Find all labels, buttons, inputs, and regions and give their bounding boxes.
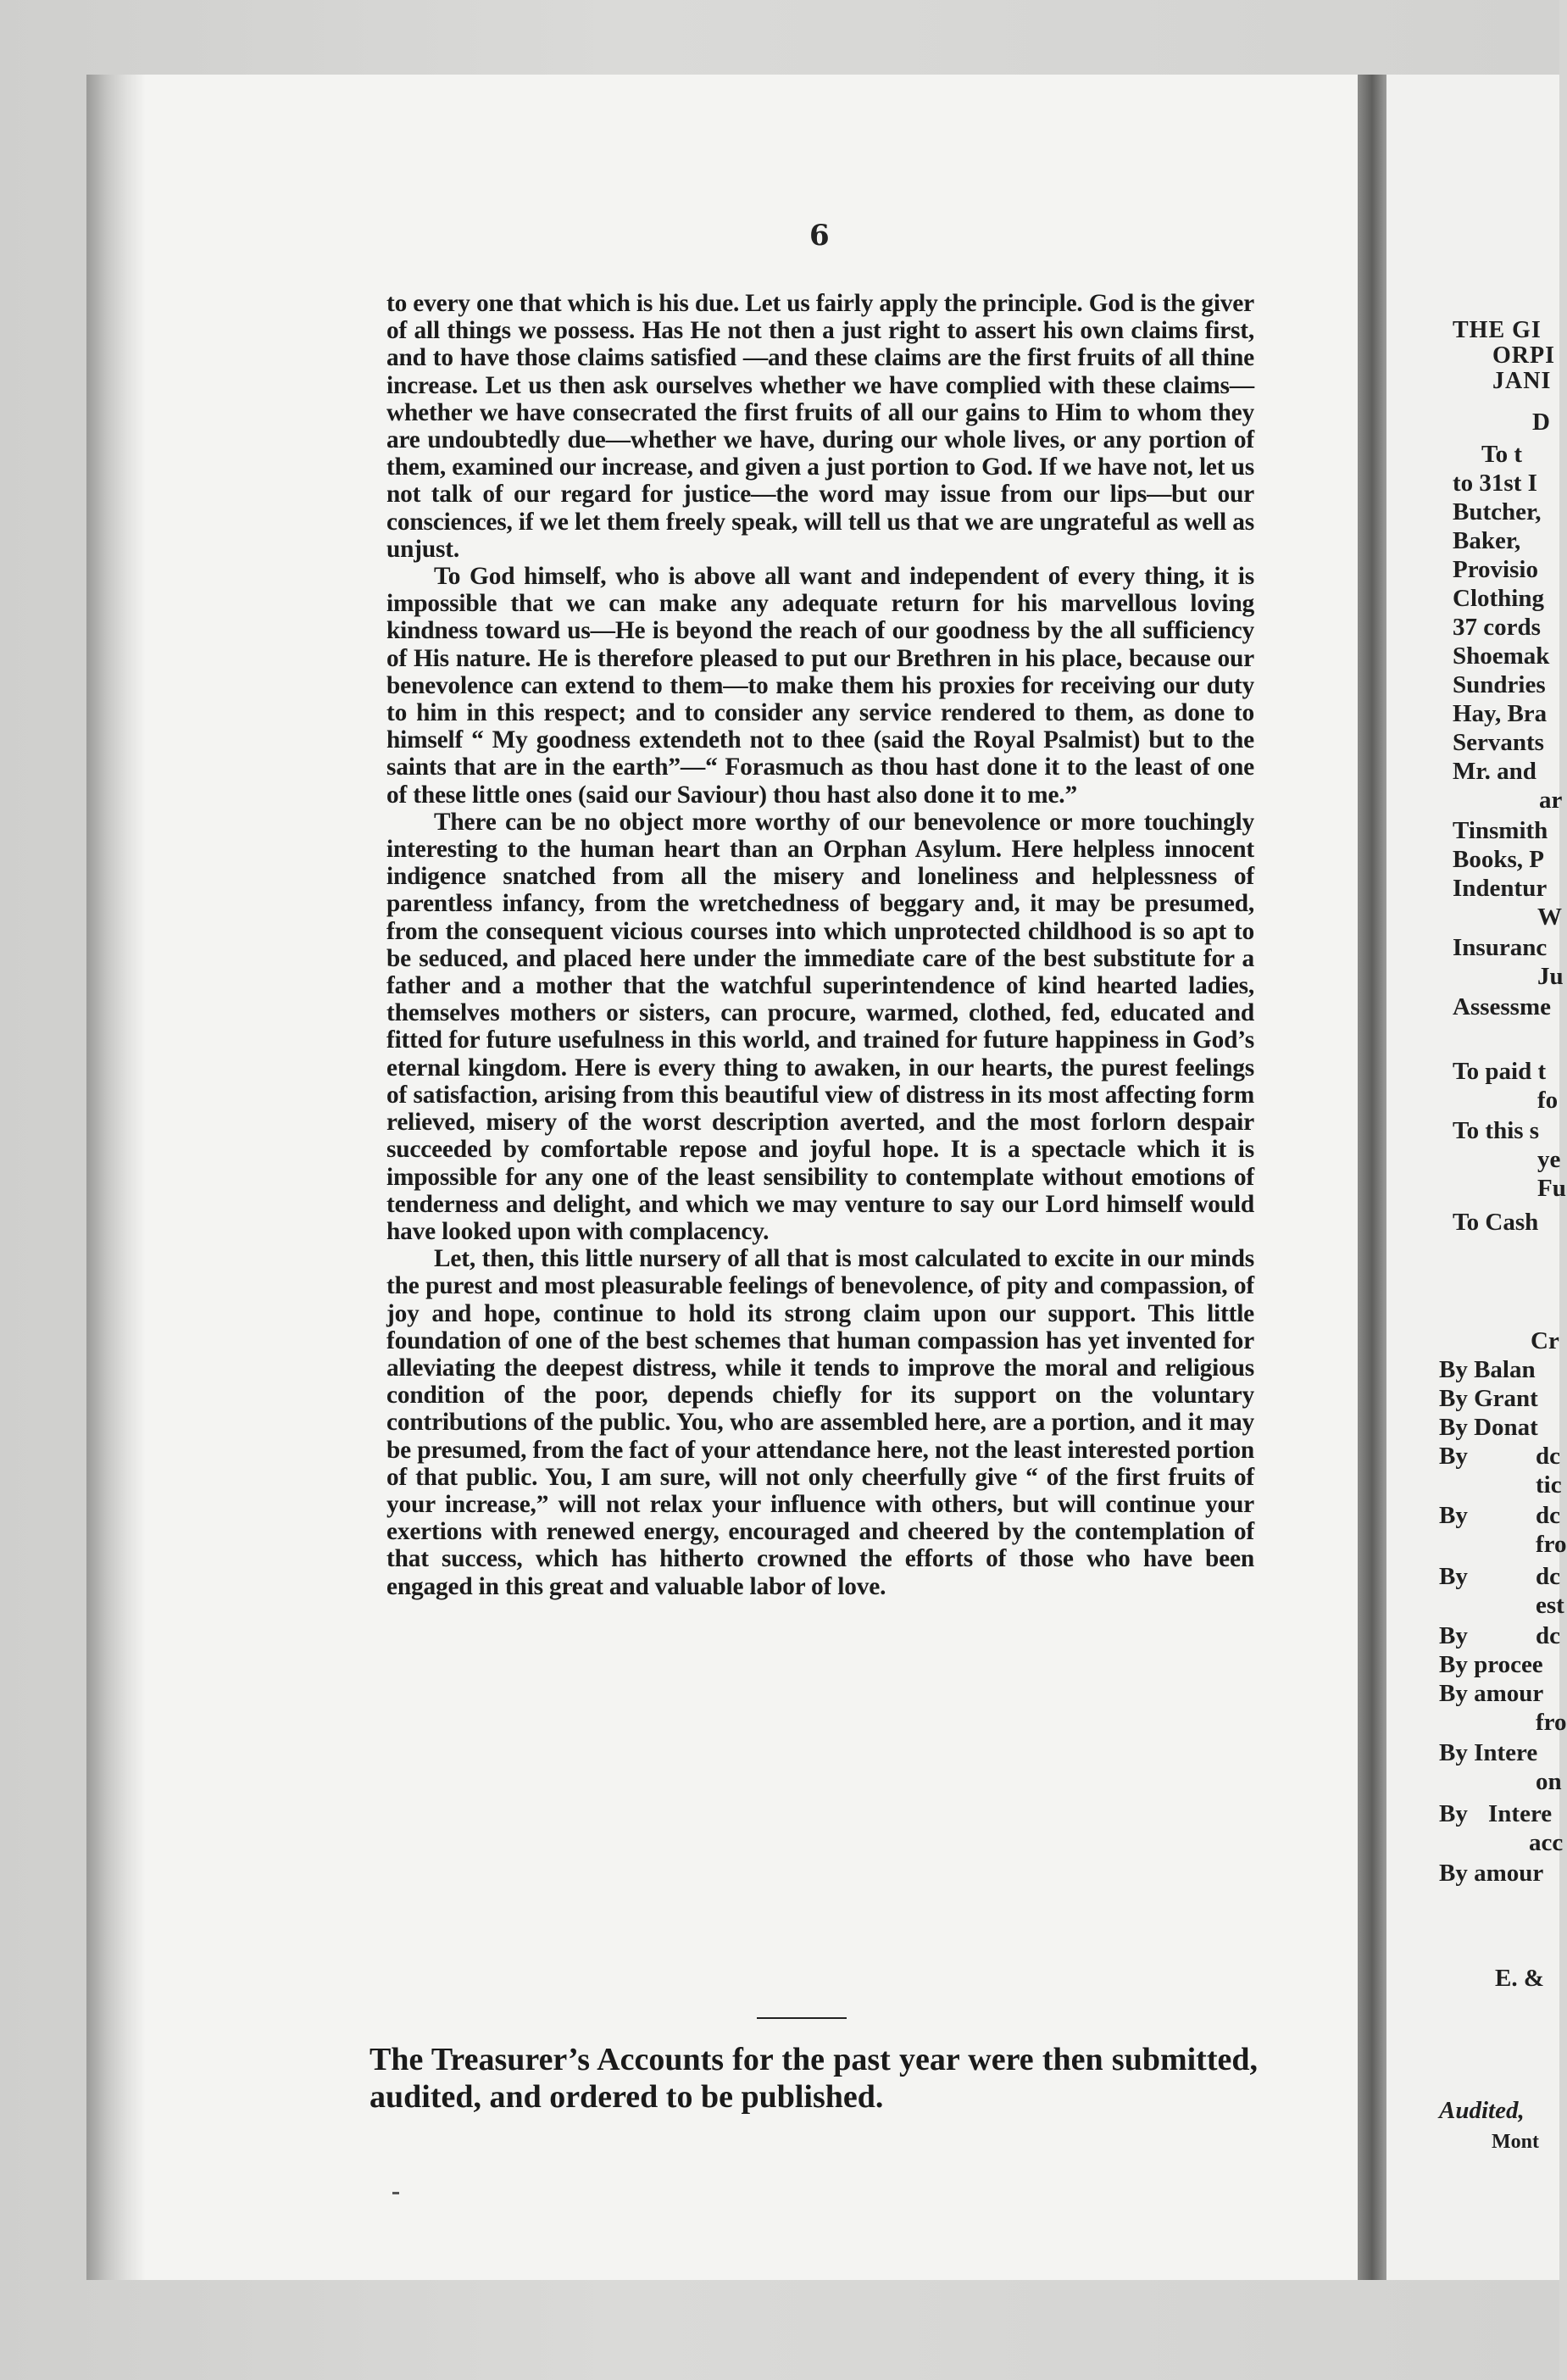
right-fragment: Servants xyxy=(1453,729,1544,756)
right-fragment: By amour xyxy=(1439,1860,1544,1887)
right-fragment: Shoemak xyxy=(1453,642,1550,670)
right-fragment: fro xyxy=(1536,1531,1567,1558)
right-fragment: W xyxy=(1537,904,1562,931)
right-fragment: est xyxy=(1536,1592,1564,1619)
right-fragment: By Balan xyxy=(1439,1356,1536,1383)
right-fragment: By xyxy=(1439,1502,1468,1529)
right-fragment: Butcher, xyxy=(1453,498,1542,525)
right-fragment: 37 cords xyxy=(1453,614,1541,641)
right-fragment: on xyxy=(1536,1768,1562,1795)
right-fragment: By Intere xyxy=(1439,1739,1538,1766)
right-fragment: Clothing xyxy=(1453,585,1544,612)
right-fragment: By Grant xyxy=(1439,1385,1538,1412)
right-fragment: By Donat xyxy=(1439,1414,1538,1441)
right-fragment: By xyxy=(1439,1563,1468,1590)
right-fragment: By procee xyxy=(1439,1651,1543,1678)
paragraph-1: to every one that which is his due. Let us fairly apply the principle. God is the giver of all things we possess. Has He not then a just right to assert his own claims first, and to have those claims satisfied —and these claims are the first fruits of all thine increase. Let us then ask ourselves whether we have complied with these claims— whether we have consecrated the first fruits of all our gains to Him to whom they are undoubtedly due—whether we have, during our whole lives, or any portion of them, examined our increase, and given a just portion to God. If we have not, let us not talk of our regard for justice—the word may issue from our lips—but our consciences, if we let them freely speak, will tell us that we are ungrateful as well as unjust. xyxy=(386,290,1254,563)
right-fragment: Audited, xyxy=(1439,2097,1525,2124)
right-fragment: JANI xyxy=(1492,368,1552,394)
right-fragment: By xyxy=(1439,1622,1468,1649)
right-fragment: Hay, Bra xyxy=(1453,700,1548,727)
closing-statement: The Treasurer’s Accounts for the past year were then submitted, audited, and ordered to be published. xyxy=(370,2042,1258,2115)
right-fragment: ORPI xyxy=(1492,342,1555,369)
right-fragment: Insuranc xyxy=(1453,934,1548,961)
right-fragment: Sundries xyxy=(1453,671,1546,698)
paragraph-3: There can be no object more worthy of our benevolence or more touchingly interesting to the human heart than an Orphan Asylum. Here helpless innocent indigence snatched from all the misery and loneliness and helplessness of parentless infancy, from the wretchedness of beggary and, it may be presumed, from the consequent vicious courses into which unprotected childhood is so apt to be seduced, and placed here under the immediate care of the best substitute for a father and a mother that the watchful superintendence of kind hearted ladies, themselves mothers or sisters, can procure, warmed, clothed, fed, educated and fitted for future usefulness in this world, and trained for future happiness in God’s eternal kingdom. Here is every thing to awaken, in our hearts, the purest feelings of satisfaction, arising from this beautiful view of distress in its most affecting form relieved, misery of the worst description averted, and the most forlorn despair succeeded by comfortable repose and joyful hope. It is a spectacle which it is impossible for any one of the least sensibility to contemplate without emotions of tenderness and delight, and which we may venture to say our Lord himself would have looked upon with complacency. xyxy=(386,808,1254,1245)
paragraph-2: To God himself, who is above all want and independent of every thing, it is impossible that we can make any adequate return for his marvellous loving kindness toward us—He is beyond the reach of our goodness by the all sufficiency of His nature. He is therefore pleased to put our Brethren in his place, because our benevolence can extend to them—to make them his proxies for receiving our duty to him in this respect; and to consider any service rendered to them, as done to himself “ My goodness extendeth not to thee (said the Royal Psalmist) but to the saints that are in the earth”—“ Forasmuch as thou hast done it to the least of one of these little ones (said our Saviour) thou hast also done it to me.” xyxy=(386,563,1254,809)
right-fragment: Ju xyxy=(1537,963,1564,990)
right-fragment: To Cash xyxy=(1453,1209,1539,1236)
right-page-fragment xyxy=(1386,75,1567,2280)
right-fragment: To paid t xyxy=(1453,1058,1547,1085)
right-fragment: By xyxy=(1439,1800,1468,1827)
right-fragment: By xyxy=(1439,1443,1468,1470)
right-fragment: ye xyxy=(1537,1146,1561,1173)
right-fragment: dc xyxy=(1536,1502,1560,1529)
right-fragment: Fu xyxy=(1537,1175,1566,1202)
right-fragment: tic xyxy=(1536,1471,1562,1499)
right-fragment: Indentur xyxy=(1453,875,1548,902)
right-fragment: THE GI xyxy=(1453,317,1542,343)
right-fragment: Books, P xyxy=(1453,846,1544,873)
right-fragment: To this s xyxy=(1453,1117,1540,1144)
section-divider xyxy=(757,2017,847,2019)
right-fragment: Baker, xyxy=(1453,527,1521,554)
right-fragment: ar xyxy=(1539,787,1563,814)
right-fragment: Assessme xyxy=(1453,993,1551,1020)
paragraph-4: Let, then, this little nursery of all that is most calculated to excite in our minds the purest and most pleasurable feelings of benevolence, of pity and compassion, of joy and hope, continue to hold its strong claim upon our support. This little foundation of one of the best schemes that human compassion has yet invented for alleviating the deepest distress, while it tends to improve the moral and religious condition of the poor, depends chiefly for its support on the voluntary contributions of the public. You, who are assembled here, are a portion, and it may be presumed, from the fact of your attendance here, not the least interested portion of that public. You, I am sure, will not only cheerfully give “ of the first fruits of your increase,” will not relax your influence with others, but will continue your exertions with renewed energy, encouraged and cheered by the contemplation of that success, which has hitherto crowned the efforts of those who have been engaged in this great and valuable labor of love. xyxy=(386,1245,1254,1600)
right-fragment: fro xyxy=(1536,1709,1567,1736)
right-fragment: By amour xyxy=(1439,1680,1544,1707)
right-fragment: fo xyxy=(1537,1087,1559,1114)
right-fragment: dc xyxy=(1536,1622,1560,1649)
right-fragment: Provisio xyxy=(1453,556,1538,583)
body-text xyxy=(386,290,1254,1600)
ink-mark xyxy=(392,2192,399,2194)
right-fragment: acc xyxy=(1529,1829,1564,1856)
right-fragment: D xyxy=(1532,409,1550,436)
right-fragment: dc xyxy=(1536,1563,1560,1590)
right-fragment: to 31st I xyxy=(1453,470,1537,497)
right-fragment: Intere xyxy=(1488,1800,1553,1827)
right-fragment: dc xyxy=(1536,1443,1560,1470)
right-fragment: E. & xyxy=(1495,1965,1544,1992)
book-gutter xyxy=(1358,75,1386,2280)
right-fragment: Mont xyxy=(1492,2131,1539,2153)
right-fragment: Tinsmith xyxy=(1453,817,1548,844)
page-number: 6 xyxy=(809,219,830,253)
right-fragment: Mr. and xyxy=(1453,758,1536,785)
right-fragment: Cr xyxy=(1531,1327,1559,1354)
right-fragment: To t xyxy=(1481,441,1523,468)
